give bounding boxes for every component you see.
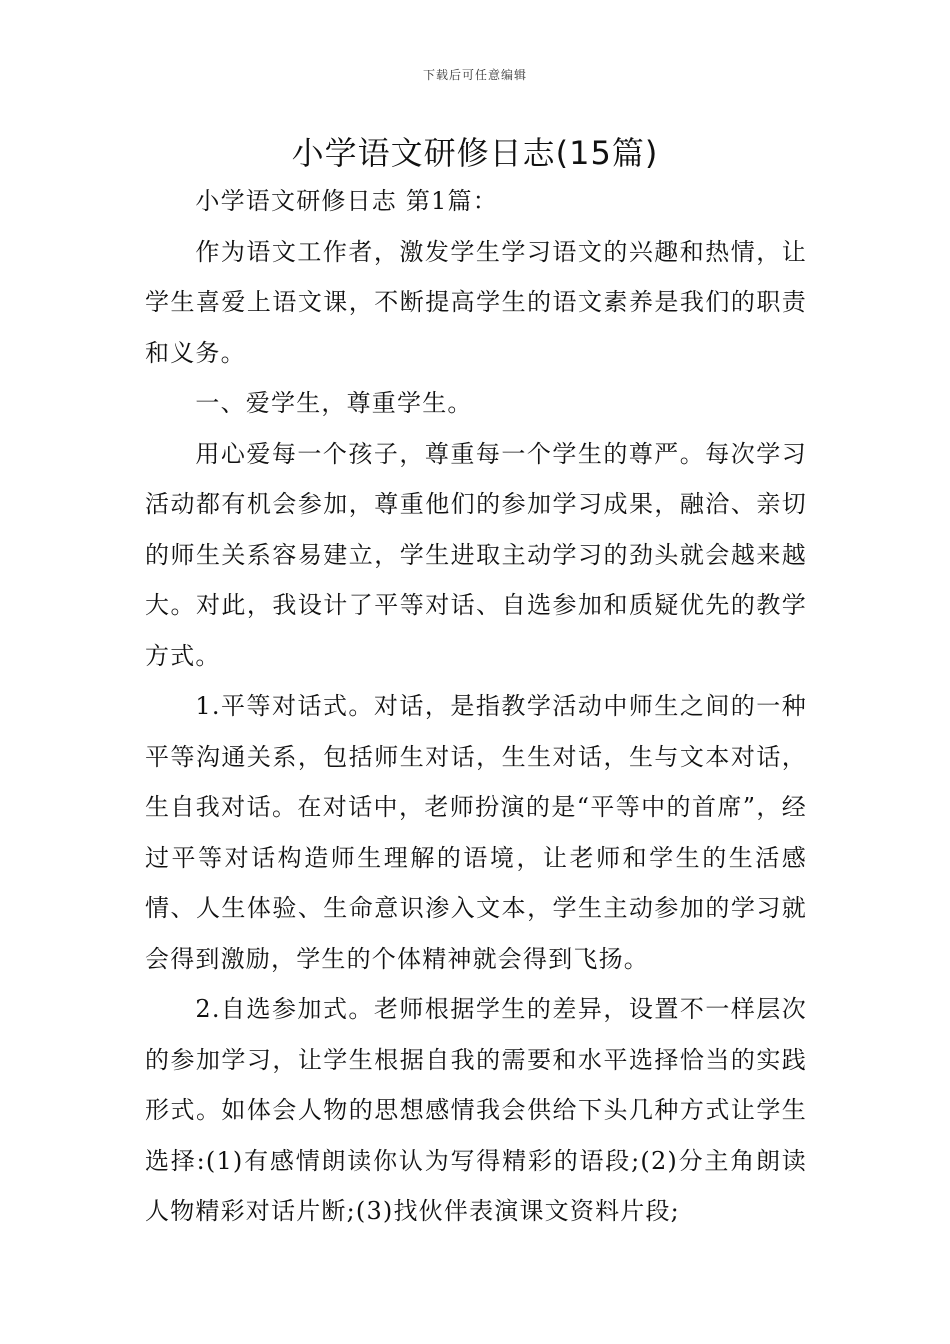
document-title: 小学语文研修日志(15篇) bbox=[291, 134, 659, 172]
section-heading: 小学语文研修日志 第1篇： bbox=[195, 187, 498, 215]
paragraph-self-selected: 2.自选参加式。老师根据学生的差异，设置不一样层次的参加学习，让学生根据自我的需要和水平选择恰当的实践形式。如体会人物的思想感情我会供给下头几种方式让学生选择:(1)有感情朗读你认为写得精彩的语段;(2)分主角朗读人物精彩对话片断;(3)找伙伴表演课文资料片段; bbox=[145, 995, 807, 1225]
paragraph-respect: 用心爱每一个孩子，尊重每一个学生的尊严。每次学习活动都有机会参加，尊重他们的参加学习成果，融洽、亲切的师生关系容易建立，学生进取主动学习的劲头就会越来越大。对此，我设计了平等对话、自选参加和质疑优先的教学方式。 bbox=[145, 439, 807, 670]
document-body bbox=[145, 176, 807, 1237]
paragraph-intro: 作为语文工作者，激发学生学习语文的兴趣和热情，让学生喜爱上语文课，不断提高学生的语文素养是我们的职责和义务。 bbox=[145, 237, 807, 367]
paragraph-equal-dialogue: 1.平等对话式。对话，是指教学活动中师生之间的一种平等沟通关系，包括师生对话，生生对话，生与文本对话，生自我对话。在对话中，老师扮演的是“平等中的首席”，经过平等对话构造师生理解的语境，让老师和学生的生活感情、人生体验、生命意识渗入文本，学生主动参加的学习就会得到激励，学生的个体精神就会得到飞扬。 bbox=[145, 692, 807, 973]
page-header-note: 下载后可任意编辑 bbox=[422, 68, 527, 82]
subheading-love-students: 一、爱学生，尊重学生。 bbox=[195, 389, 473, 417]
